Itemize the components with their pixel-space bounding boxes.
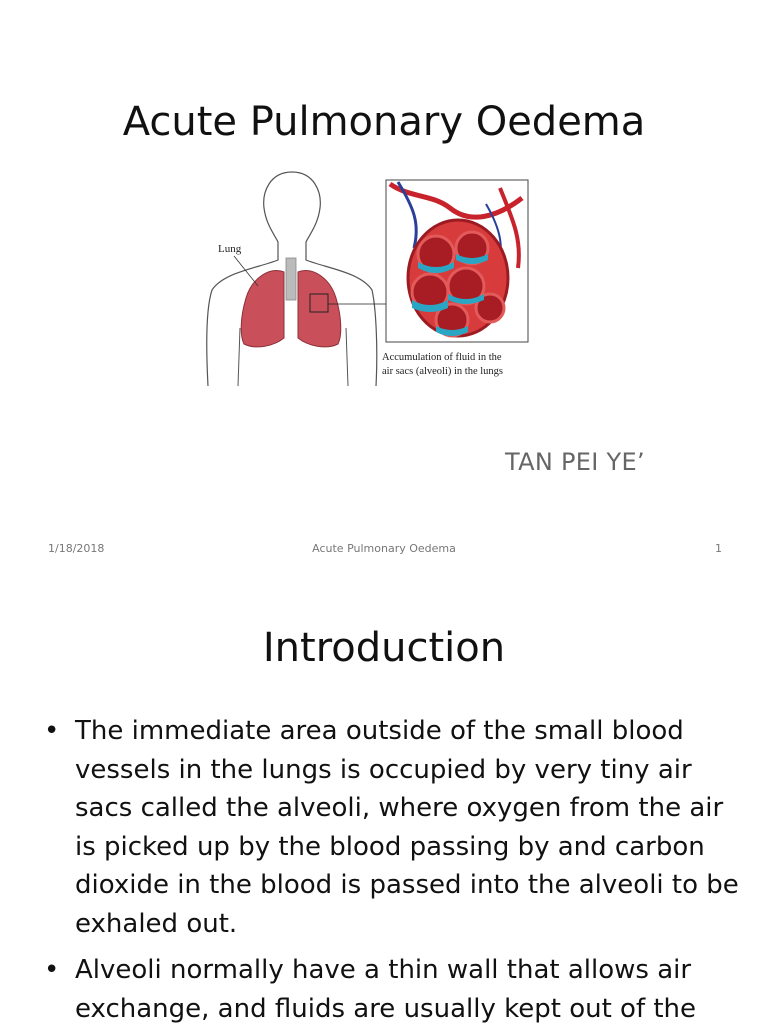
figure-caption-line2: air sacs (alveoli) in the lungs (382, 366, 504, 377)
slide-2 (0, 570, 768, 1024)
right-lung (298, 270, 341, 346)
left-lung (241, 270, 284, 346)
bullet-list (40, 712, 740, 1036)
presenter-name: TAN PEI YE’ (505, 448, 645, 476)
lung-diagram (200, 168, 545, 386)
footer-date: 1/18/2018 (48, 542, 105, 555)
lung-label: Lung (218, 243, 242, 255)
bullet-glyph: • (44, 716, 60, 746)
figure-caption-line1: Accumulation of fluid in the (382, 352, 502, 363)
bullet-text: Alveoli normally have a thin wall that allows air exchange, and fluids are usually kept out of the (75, 955, 697, 1024)
slide-title: Acute Pulmonary Oedema (122, 99, 646, 145)
footer-title: Acute Pulmonary Oedema (312, 542, 456, 555)
bullet-glyph: • (44, 955, 60, 985)
lung-illustration (200, 168, 545, 386)
footer-page-number: 1 (715, 542, 722, 555)
bullet-item (40, 951, 740, 1028)
bullet-item (40, 712, 740, 943)
slide-title: Introduction (262, 625, 506, 671)
bullet-text: The immediate area outside of the small blood vessels in the lungs is occupied by very tiny air sacs called the alveoli, where oxygen from the air is picked up by the blood passing by and carbon dioxide in the blood is passed into the alveoli to be exhaled out. (75, 716, 739, 939)
